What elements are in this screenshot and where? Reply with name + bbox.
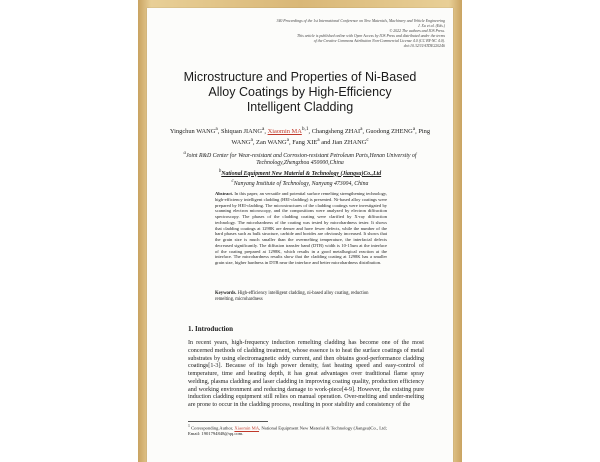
- author-sup: b,1: [301, 126, 309, 132]
- author-sup: a: [262, 126, 265, 132]
- author-name: , Guodong ZHENG: [362, 128, 413, 136]
- abstract: [215, 191, 387, 266]
- author-name: , Ping WANG: [231, 128, 431, 147]
- footnote-rule: [188, 421, 268, 422]
- intro-paragraph: In recent years, high-frequency induction remelting cladding has become one of the most concerned methods of cladding treatment, whose essence is to heat the surface coatings of metal substrates by using electromagnetic eddy current, and then obtains good-performance cladding coatings[1-3]. Because of its high power density, fast heating speed and easy-control of temperature, time and heating depth, it has great advantages over traditional flame spray welding, plasma cladding and laser cladding in improving coating quality, production efficiency and working environment and reducing damage to work-piece[4-9]. However, the existing pure induction cladding equipment still relies on manual operation. Over-melting and under-melting are prone to occur in the cladding process, resulting in poor stability and consistency of the: [188, 340, 424, 408]
- author-list: [165, 125, 435, 148]
- keywords-label: Keywords.: [215, 291, 237, 296]
- aff-text: Nanyang Institute of Technology, Nanyang 473004, China: [233, 180, 369, 187]
- aff-sup: a: [183, 151, 186, 156]
- affiliations: [167, 150, 433, 188]
- footnote-author: Xiaomin MA: [234, 425, 260, 431]
- abstract-text: In this paper, an versatile and potential surface remelting strengthening technology, high-efficiency intelligent cladding (HEI-cladding) is presented. Ni-based alloy coatings were prepared by HEI-cladding. The microstructures of the cladding coatings were investigated by scanning electron microscopy, and the compositions were analyzed by electron diffraction spectroscopy. The phases of the cladding coating were clarified by X-ray diffraction technology. The microhardness of the coating was tested by microhardness tester. It shows that cladding coatings at 1298K are denser and have fewer defects, while the number of the hard phases such as bulk structure, carbide and borides are obviously increased. It shows that the grain size is much smaller than the overmelting temperature, the interfacial defects decreased significantly. The diffusion transfer band (DTB) width is 10-15um at the interface of the coating prepared at 1298K, which results in a good metallurgical reaction at the interface. The microhardness results show that the cladding coating at 1298K has a smaller grain size, higher hardness in DTB near the interface and better microhardness distribution.: [215, 191, 387, 265]
- author-sup: a: [286, 137, 290, 144]
- paper-page: [147, 8, 453, 462]
- header-line: J. Xu et al. (Eds.): [417, 24, 445, 28]
- title-line: Alloy Coatings by High-Efficiency: [208, 85, 392, 99]
- author-sep: ,: [264, 128, 268, 136]
- author-name: , Fang XIE: [289, 139, 318, 147]
- affiliation-c: [167, 178, 433, 188]
- footnote-sup: 1: [188, 424, 190, 428]
- highlighted-author: Xiaomin MA: [267, 128, 302, 136]
- affiliation-b: [167, 168, 433, 178]
- aff-sup: b: [218, 168, 222, 174]
- title-line: Intelligent Cladding: [246, 100, 354, 114]
- abstract-label: Abstract.: [215, 191, 234, 196]
- author-name: , Zan WANG: [252, 139, 287, 147]
- aff-text: National Equipment New Material & Technology (Jiangsu)Co.,Ltd: [221, 170, 382, 177]
- author-sup: a: [250, 137, 253, 144]
- footnote-suffix: , National Equipment New Material & Technology (Jiangsu)Co., Ltd;: [259, 425, 387, 431]
- author-sup: c: [366, 137, 369, 144]
- header-line: doi:10.3233/ATDE220246: [403, 44, 445, 48]
- keywords: [215, 291, 387, 303]
- author-sup: a: [215, 126, 218, 132]
- header-line: © 2022 The authors and IOS Press.: [389, 29, 445, 33]
- author-name: , Shiquan JIANG: [217, 128, 262, 136]
- header-line: This article is published online with Open Access by IOS Press and distributed under the terms: [297, 34, 445, 38]
- footnote-prefix: Corresponding Author,: [191, 425, 235, 431]
- section-heading: 1. Introduction: [188, 325, 233, 333]
- proceedings-header: [161, 19, 445, 49]
- title-line: Microstructure and Properties of Ni-Based: [183, 70, 417, 84]
- affiliation-a: [167, 150, 433, 168]
- author-sup: a: [412, 126, 416, 132]
- header-line: of the Creative Commons Attribution Non-Commercial License 4.0 (CC BY-NC 4.0).: [313, 39, 445, 43]
- footnote-email: Email: 1901794848@qq.com.: [188, 431, 244, 437]
- author-name: , Changsheng ZHAI: [308, 128, 361, 136]
- keywords-text: High-efficiency intelligent cladding, ni-based alloy coating, reduction remelting, microhardness: [215, 291, 369, 302]
- author-name: and Jian ZHANG: [319, 139, 367, 147]
- aff-text: Joint R&D Center for Wear-resistant and Corrosion-resistant Petroleum Parts,Henan University of Technology,Zhengzhou 450000,China: [185, 152, 417, 167]
- paper-title: [147, 70, 453, 115]
- author-sup: a: [360, 126, 363, 132]
- header-line: 340 Proceedings of the 1st International Conference on New Materials, Machinery and Vehicle Engineering: [276, 19, 445, 23]
- footnote: [188, 424, 428, 437]
- author-name: Yingchun WANG: [169, 128, 216, 136]
- aff-sup: c: [231, 179, 234, 185]
- author-sup: a: [317, 137, 320, 144]
